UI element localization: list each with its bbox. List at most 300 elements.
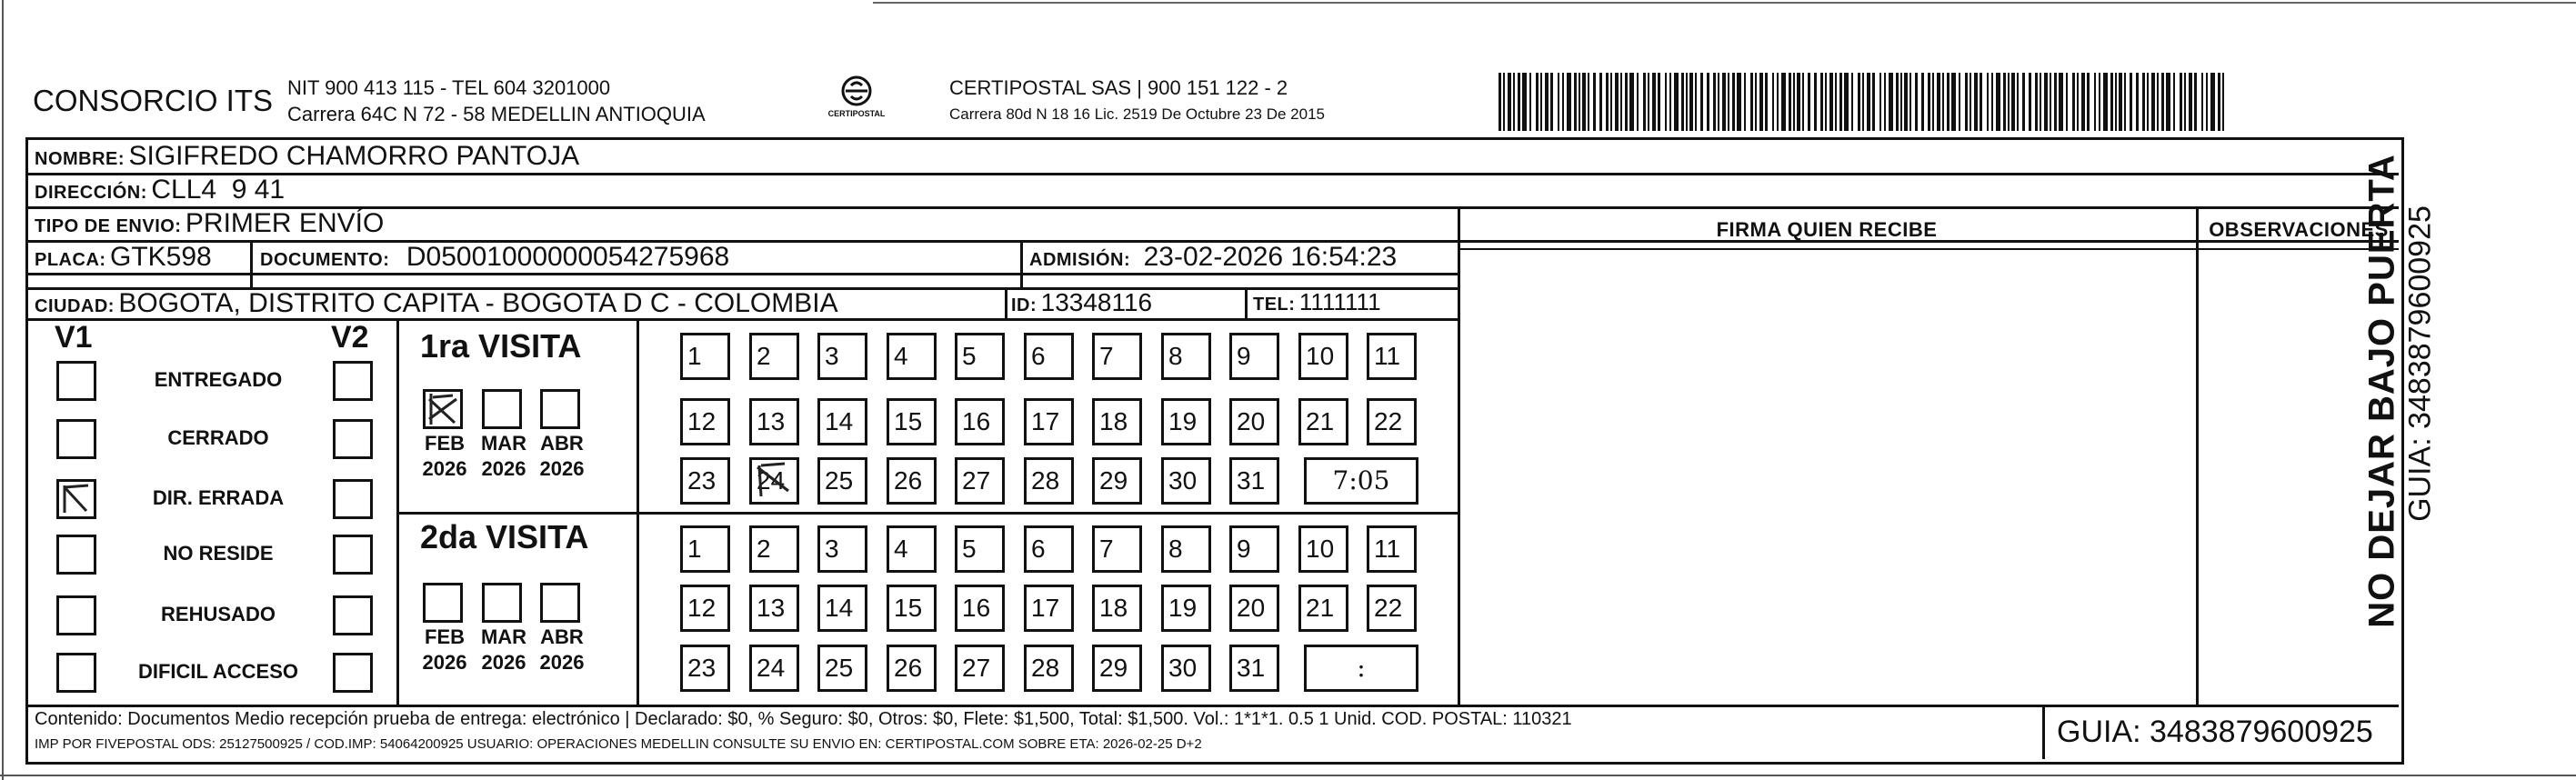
day-box[interactable]: [680, 398, 730, 445]
day-number: 17: [1031, 407, 1060, 435]
company-nit: NIT 900 413 115 - TEL 604 3201000: [287, 76, 611, 99]
nombre-label: NOMBRE:: [35, 149, 125, 169]
v1-checkbox[interactable]: [56, 595, 96, 635]
check-mark-icon: [426, 392, 460, 426]
day-check-mark-icon: [752, 460, 797, 515]
footer-guia-divider: [2042, 705, 2045, 759]
barcode-bar: [1765, 73, 1768, 131]
tipo-label: TIPO DE ENVIO:: [35, 216, 182, 236]
day-box[interactable]: [1161, 398, 1211, 445]
day-box[interactable]: [1298, 525, 1348, 573]
barcode-bar: [1582, 73, 1586, 131]
barcode-bar: [1498, 73, 1501, 131]
day-number: 28: [1031, 654, 1060, 682]
day-box[interactable]: [1024, 333, 1074, 380]
day-number: 5: [962, 342, 977, 370]
barcode-bar: [1867, 73, 1870, 131]
day-box[interactable]: [749, 585, 799, 632]
day-box[interactable]: [1161, 525, 1211, 573]
day-number: 7: [1099, 342, 1114, 370]
day-box[interactable]: [955, 525, 1005, 573]
barcode-bar: [2161, 73, 2164, 131]
day-number: 3: [825, 342, 839, 370]
day-number: 2: [757, 535, 771, 563]
day-box[interactable]: [1298, 333, 1348, 380]
month-checkbox[interactable]: [482, 583, 522, 623]
month-label: [416, 431, 474, 482]
day-number: 8: [1168, 342, 1183, 370]
check-mark-icon: [59, 482, 94, 516]
day-box[interactable]: [1161, 333, 1211, 380]
barcode-bar: [1777, 73, 1779, 131]
barcode-bar: [1750, 73, 1753, 131]
barcode-bar: [1797, 73, 1800, 131]
admision-cell: [1029, 242, 1397, 273]
day-box[interactable]: [955, 645, 1005, 692]
tel-divider: [1245, 287, 1248, 318]
barcode-bar: [1722, 73, 1726, 131]
company-address: Carrera 64C N 72 - 58 MEDELLIN ANTIOQUIA: [287, 103, 706, 125]
barcode-bar: [2194, 73, 2197, 131]
barcode-bar: [1980, 73, 1982, 131]
day-number: 6: [1031, 535, 1046, 563]
barcode-bar: [1744, 73, 1746, 131]
barcode-bar: [1503, 73, 1505, 131]
day-box[interactable]: [1229, 457, 1279, 505]
barcode-bar: [1574, 73, 1577, 131]
tipo-value: PRIMER ENVÍO: [185, 208, 385, 238]
day-number: 29: [1099, 466, 1128, 495]
barcode-bar: [1558, 73, 1559, 131]
visit1-title: 1ra VISITA: [420, 327, 582, 365]
barcode-bar: [2017, 73, 2019, 131]
day-box[interactable]: [749, 645, 799, 692]
barcode-bar: [1550, 73, 1553, 131]
barcode-bar: [2124, 73, 2126, 131]
day-box[interactable]: [749, 333, 799, 380]
day-box[interactable]: [1161, 585, 1211, 632]
nombre-value: SIGIFREDO CHAMORRO PANTOJA: [128, 141, 580, 171]
day-box[interactable]: [1161, 457, 1211, 505]
month-name: FEB: [425, 432, 465, 455]
footer-imp: IMP POR FIVEPOSTAL ODS: 25127500925 / COD.IMP: 54064200925 USUARIO: OPERACIONES MEDELLIN CONSULTE SU ENVIO EN: CERTIPOSTAL.COM SOBRE ETA: 2026-02-25 D+2: [35, 736, 1202, 752]
day-box[interactable]: [680, 333, 730, 380]
day-box[interactable]: [680, 457, 730, 505]
barcode-bar: [1567, 73, 1571, 131]
day-box[interactable]: [817, 585, 867, 632]
day-number: 27: [962, 466, 991, 495]
barcode-bar: [2003, 73, 2006, 131]
day-number: 6: [1031, 342, 1046, 370]
barcode-bar: [1579, 73, 1580, 131]
v2-checkbox[interactable]: [333, 361, 373, 401]
day-box[interactable]: [817, 333, 867, 380]
status-label: ENTREGADO: [154, 368, 283, 391]
day-number: 1: [687, 342, 702, 370]
barcode-bar: [2210, 73, 2215, 131]
observaciones-header: OBSERVACIONES: [2209, 218, 2389, 241]
day-box[interactable]: [817, 645, 867, 692]
month-year: 2026: [539, 457, 585, 480]
barcode-bar: [2147, 73, 2149, 131]
day-number: 22: [1374, 594, 1403, 622]
id-cell: [1011, 288, 1152, 317]
day-number: 12: [687, 594, 717, 622]
month-checkbox[interactable]: [423, 389, 463, 429]
day-box[interactable]: [1229, 585, 1279, 632]
barcode-bar: [2059, 73, 2063, 131]
barcode-bar: [2094, 73, 2096, 131]
day-box[interactable]: [1024, 645, 1074, 692]
day-box[interactable]: [955, 398, 1005, 445]
barcode-bar: [1674, 73, 1679, 131]
day-box[interactable]: [1367, 333, 1417, 380]
barcode-bar: [1959, 73, 1960, 131]
side-guia: GUIA: 3483879600925: [2402, 205, 2438, 522]
barcode-bar: [2022, 73, 2025, 131]
barcode-bar: [1637, 73, 1639, 131]
no-dejar-bajo-puerta: NO DEJAR BAJO PUERTA: [2361, 154, 2402, 628]
barcode-bar: [1562, 73, 1564, 131]
visit-divider: [396, 512, 1458, 515]
month-label: [416, 625, 474, 675]
day-box[interactable]: [1024, 457, 1074, 505]
barcode-bar: [1896, 73, 1899, 131]
day-box[interactable]: [680, 525, 730, 573]
day-number: 4: [894, 342, 908, 370]
status-label: NO RESIDE: [163, 542, 274, 565]
day-box[interactable]: [955, 585, 1005, 632]
month-year: 2026: [539, 651, 585, 674]
barcode-bar: [1951, 73, 1956, 131]
day-number: 17: [1031, 594, 1060, 622]
barcode-bar: [1909, 73, 1911, 131]
barcode-bar: [2151, 73, 2155, 131]
barcode-bar: [1700, 73, 1703, 131]
day-box[interactable]: [1092, 333, 1142, 380]
status-label: DIFICIL ACCESO: [137, 660, 298, 683]
day-number: 3: [825, 535, 839, 563]
barcode-bar: [1904, 73, 1908, 131]
barcode-bar: [1987, 73, 1989, 131]
day-number: 14: [825, 594, 854, 622]
barcode-bar: [1947, 73, 1950, 131]
barcode-bar: [2173, 73, 2175, 131]
day-box[interactable]: [1024, 525, 1074, 573]
v1-label: V1: [55, 320, 93, 355]
v1-checkbox[interactable]: [56, 361, 96, 401]
day-box[interactable]: [680, 585, 730, 632]
barcode-bar: [2201, 73, 2203, 131]
day-box[interactable]: [1092, 525, 1142, 573]
day-box[interactable]: [817, 398, 867, 445]
day-box[interactable]: [1092, 457, 1142, 505]
day-box[interactable]: [1092, 398, 1142, 445]
day-box[interactable]: [887, 525, 937, 573]
barcode-bar: [2081, 73, 2085, 131]
courier-nit: CERTIPOSTAL SAS | 900 151 122 - 2: [949, 76, 1288, 99]
month-name: ABR: [540, 625, 584, 648]
id-label: ID:: [1011, 295, 1037, 315]
barcode-bar: [1808, 73, 1810, 131]
barcode-bar: [1669, 73, 1671, 131]
barcode-bar: [1606, 73, 1609, 131]
day-number: 25: [825, 466, 854, 495]
day-number: 16: [962, 407, 991, 435]
barcode-bar: [1825, 73, 1827, 131]
barcode-bar: [1513, 73, 1515, 131]
barcode-bar: [1643, 73, 1646, 131]
day-box[interactable]: [817, 525, 867, 573]
barcode-bar: [1540, 73, 1542, 131]
barcode-bar: [2029, 73, 2031, 131]
day-box[interactable]: [1229, 525, 1279, 573]
barcode-bar: [1802, 73, 1804, 131]
day-number: 12: [687, 407, 717, 435]
barcode-bar: [2040, 73, 2041, 131]
day-number: 13: [757, 594, 786, 622]
day-box[interactable]: [1229, 645, 1279, 692]
barcode-bar: [1965, 73, 1968, 131]
barcode-bar: [1707, 73, 1709, 131]
day-box[interactable]: [1367, 398, 1417, 445]
time-box[interactable]: [1304, 645, 1418, 692]
day-box[interactable]: [1161, 645, 1211, 692]
row-line-4b: [1458, 248, 2399, 250]
day-box[interactable]: [1367, 525, 1417, 573]
day-box[interactable]: [887, 333, 937, 380]
ciudad-label: CIUDAD:: [35, 296, 115, 316]
day-number: 27: [962, 654, 991, 682]
v2-label: V2: [331, 320, 369, 355]
month-label: [533, 431, 591, 482]
admision-divider: [1020, 240, 1023, 287]
barcode-bar: [2054, 73, 2057, 131]
day-box[interactable]: [887, 585, 937, 632]
barcode-bar: [1588, 73, 1589, 131]
barcode-bar: [1900, 73, 1902, 131]
placa-label: PLACA:: [35, 250, 106, 270]
barcode-bar: [1889, 73, 1893, 131]
documento-label: DOCUMENTO:: [260, 250, 390, 270]
tel-value: 1111111: [1298, 288, 1381, 315]
time-value: 7:05: [1332, 465, 1390, 495]
barcode-bar: [2157, 73, 2159, 131]
barcode-bar: [1689, 73, 1693, 131]
barcode-bar: [1970, 73, 1971, 131]
time-box[interactable]: [1304, 457, 1418, 505]
barcode-bar: [1658, 73, 1660, 131]
day-number: 11: [1374, 342, 1401, 370]
month-checkbox[interactable]: [540, 389, 580, 429]
v1-checkbox[interactable]: [56, 419, 96, 459]
day-number: 24: [757, 654, 786, 682]
id-divider: [1005, 287, 1007, 318]
day-box[interactable]: [1298, 398, 1348, 445]
logo-text: CERTIPOSTAL: [827, 109, 886, 118]
documento-value: D05001000000054275968: [406, 242, 730, 272]
id-value: 13348116: [1040, 288, 1153, 316]
barcode-bar: [2166, 73, 2170, 131]
v2-checkbox[interactable]: [333, 419, 373, 459]
day-number: 30: [1168, 654, 1198, 682]
day-box[interactable]: [887, 645, 937, 692]
month-label: [475, 625, 533, 675]
barcode-bar: [1932, 73, 1934, 131]
barcode-bar: [1518, 73, 1520, 131]
barcode-bar: [1718, 73, 1719, 131]
barcode-bar: [2077, 73, 2079, 131]
day-number: 26: [894, 654, 923, 682]
day-box[interactable]: [817, 457, 867, 505]
barcode-bar: [1759, 73, 1763, 131]
barcode-bar: [1681, 73, 1684, 131]
certipostal-logo: [811, 73, 902, 127]
barcode-bar: [2184, 73, 2186, 131]
day-number: 10: [1306, 342, 1335, 370]
v2-checkbox[interactable]: [333, 479, 373, 519]
day-box[interactable]: [749, 525, 799, 573]
day-number: 11: [1374, 535, 1401, 563]
day-box[interactable]: [1229, 398, 1279, 445]
day-box[interactable]: [1092, 585, 1142, 632]
day-number: 22: [1374, 407, 1403, 435]
barcode-bar: [2142, 73, 2145, 131]
day-box[interactable]: [955, 457, 1005, 505]
barcode-bar: [1686, 73, 1688, 131]
v1-checkbox[interactable]: [56, 653, 96, 693]
v2-checkbox[interactable]: [333, 595, 373, 635]
footer-contenido: Contenido: Documentos Medio recepción prueba de entrega: electrónico | Declarado: $0, % Seguro: $0, Otros: $0, Flete: $1,500, Total: $1,500. Vol.: 1*1*1. 0.5 1 Unid. COD. POSTAL: 110321: [35, 709, 1572, 729]
barcode-bar: [2035, 73, 2038, 131]
barcode-bar: [1599, 73, 1602, 131]
day-number: 4: [894, 535, 908, 563]
day-box[interactable]: [749, 457, 799, 505]
day-box[interactable]: [1229, 333, 1279, 380]
signature-area[interactable]: [1460, 251, 2195, 704]
month-checkbox[interactable]: [540, 583, 580, 623]
ciudad-value: BOGOTA, DISTRITO CAPITA - BOGOTA D C - COLOMBIA: [118, 288, 838, 318]
day-number: 15: [894, 407, 923, 435]
barcode-bar: [2099, 73, 2100, 131]
barcode-bar: [1536, 73, 1539, 131]
day-number: 13: [757, 407, 786, 435]
v2-checkbox[interactable]: [333, 653, 373, 693]
v2-checkbox[interactable]: [333, 535, 373, 575]
day-box[interactable]: [1092, 645, 1142, 692]
day-number: 18: [1099, 407, 1128, 435]
day-number: 2: [757, 342, 771, 370]
day-number: 26: [894, 466, 923, 495]
barcode-bar: [1625, 73, 1628, 131]
company-name: CONSORCIO ITS: [33, 84, 274, 117]
barcode-bar: [1781, 73, 1786, 131]
day-box[interactable]: [1367, 585, 1417, 632]
barcode-bar: [1835, 73, 1837, 131]
admision-label: ADMISIÓN:: [1029, 250, 1131, 270]
barcode-bar: [1652, 73, 1656, 131]
barcode-bar: [1648, 73, 1649, 131]
barcode-bar: [1872, 73, 1875, 131]
barcode-bar: [1789, 73, 1791, 131]
status-label: CERRADO: [167, 426, 269, 449]
day-number: 25: [825, 654, 854, 682]
barcode-bar: [2189, 73, 2192, 131]
barcode-bar: [2066, 73, 2068, 131]
day-number: 14: [825, 407, 854, 435]
barcode-bar: [1829, 73, 1833, 131]
day-number: 20: [1237, 594, 1266, 622]
day-box[interactable]: [749, 398, 799, 445]
tel-label: TEL:: [1253, 295, 1296, 315]
day-box[interactable]: [1298, 585, 1348, 632]
day-number: 20: [1237, 407, 1266, 435]
barcode-bar: [2119, 73, 2122, 131]
day-number: 21: [1306, 407, 1335, 435]
status-list: [0, 0, 400, 780]
barcode-bar: [1793, 73, 1795, 131]
footer-guia: GUIA: 3483879600925: [2057, 715, 2373, 749]
admision-value: 23-02-2026 16:54:23: [1143, 242, 1398, 272]
barcode-bar: [2218, 73, 2220, 131]
month-checkbox[interactable]: [423, 583, 463, 623]
status-label: DIR. ERRADA: [152, 486, 285, 509]
month-year: 2026: [422, 651, 467, 674]
barcode-bar: [1879, 73, 1881, 131]
direccion-value: CLL4 9 41: [151, 175, 286, 205]
tel-cell: [1253, 288, 1381, 316]
barcode-bar: [1942, 73, 1944, 131]
barcode-bar: [1728, 73, 1729, 131]
barcode-bar: [2011, 73, 2015, 131]
barcode-bar: [1615, 73, 1619, 131]
day-number: 23: [687, 654, 717, 682]
v1-checkbox[interactable]: [56, 479, 96, 519]
day-number: 7: [1099, 535, 1114, 563]
barcode-bar: [1732, 73, 1735, 131]
barcode-bar: [1737, 73, 1741, 131]
day-box[interactable]: [887, 457, 937, 505]
barcode-bar: [1862, 73, 1864, 131]
barcode-bar: [1937, 73, 1940, 131]
day-box[interactable]: [680, 645, 730, 692]
barcode-bar: [2044, 73, 2048, 131]
barcode-bar: [1884, 73, 1886, 131]
day-number: 28: [1031, 466, 1060, 495]
barcode-bar: [1921, 73, 1924, 131]
day-number: 8: [1168, 535, 1183, 563]
month-label: [475, 431, 533, 482]
month-checkbox[interactable]: [482, 389, 522, 429]
barcode-bar: [1851, 73, 1853, 131]
day-number: 24: [757, 466, 786, 495]
v1-checkbox[interactable]: [56, 535, 96, 575]
barcode-bar: [1610, 73, 1612, 131]
day-number: 16: [962, 594, 991, 622]
barcode-bar: [1665, 73, 1667, 131]
barcode-bar: [1991, 73, 1993, 131]
barcode-bar: [1508, 73, 1511, 131]
day-box[interactable]: [955, 333, 1005, 380]
day-number: 19: [1168, 594, 1198, 622]
day-box[interactable]: [1024, 585, 1074, 632]
day-box[interactable]: [1024, 398, 1074, 445]
day-box[interactable]: [887, 398, 937, 445]
barcode-bar: [1974, 73, 1978, 131]
day-number: 5: [962, 535, 977, 563]
barcode-bar: [1713, 73, 1716, 131]
barcode-bar: [1839, 73, 1842, 131]
